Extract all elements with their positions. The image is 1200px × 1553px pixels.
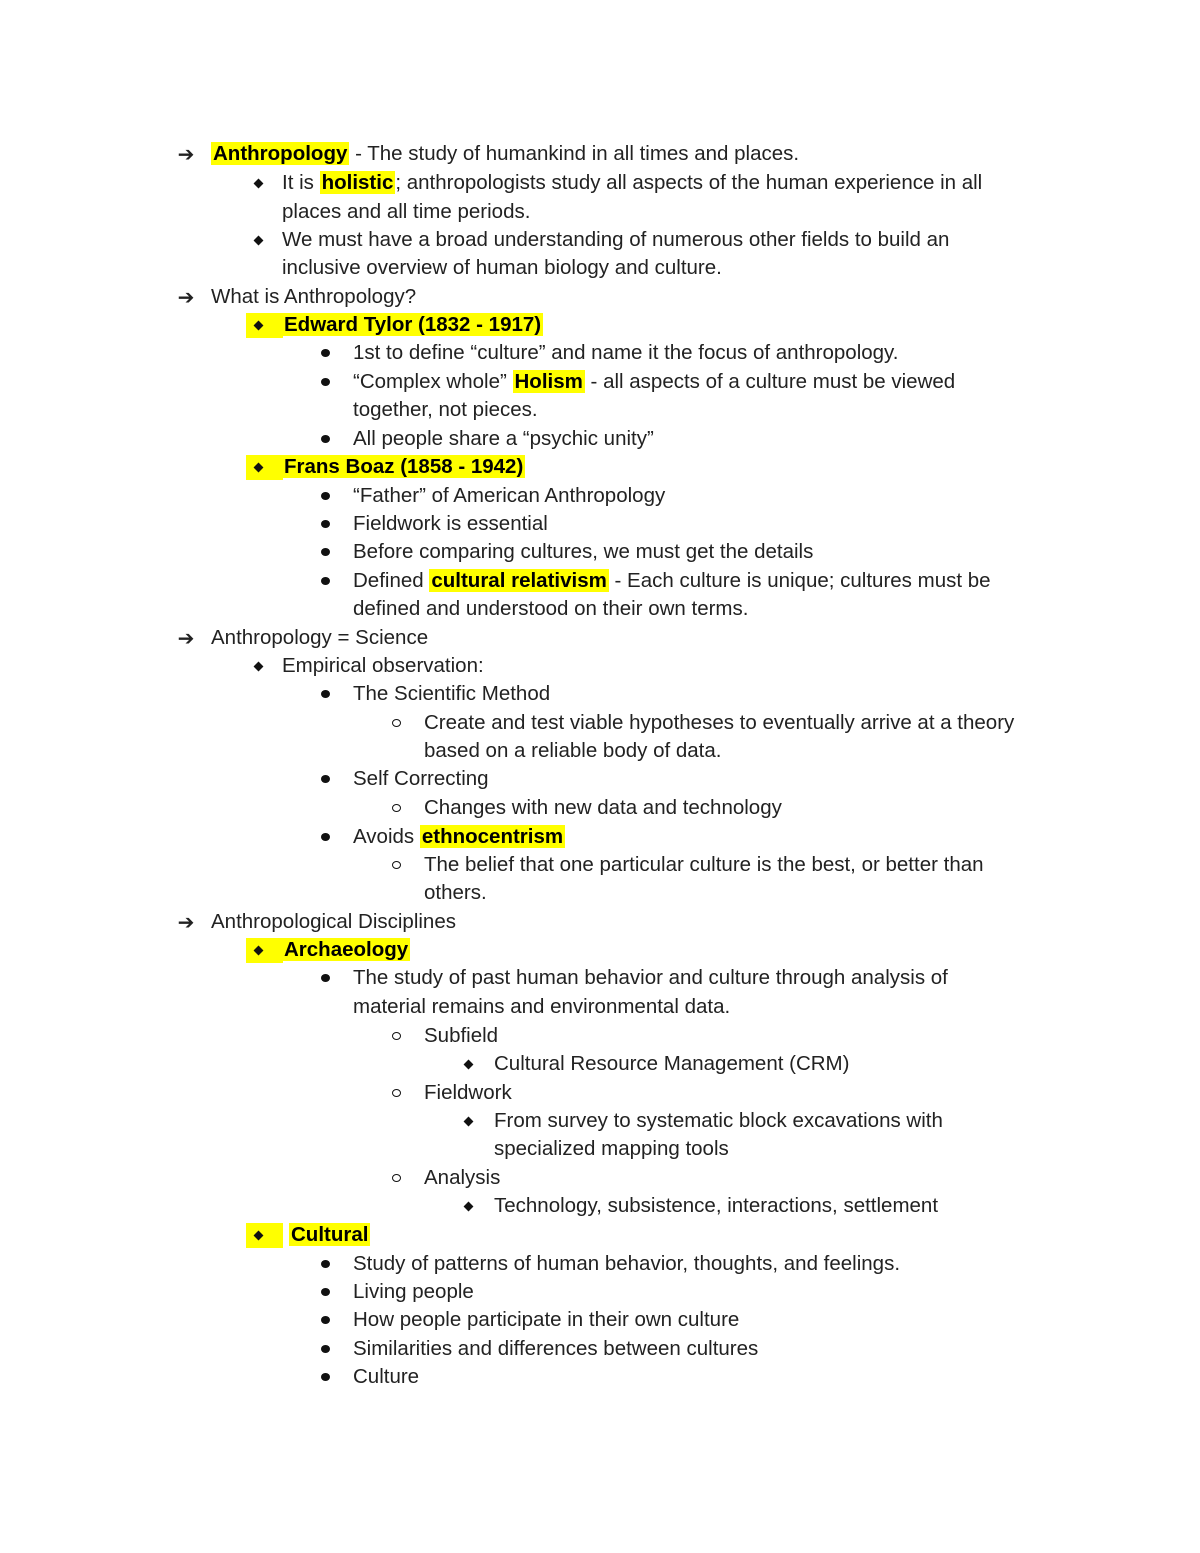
disc-bullet-icon [318,964,332,992]
highlighted-term: Edward Tylor (1832 - 1917) [284,313,542,336]
line-body: The belief that one particular culture is the best, or better than [424,853,984,876]
highlighted-term: Anthropology [213,142,348,165]
line-text [353,510,548,538]
outline-line [0,993,1200,1021]
line-text [353,595,748,623]
circle-bullet-icon [389,1079,403,1107]
line-body: places and all time periods. [282,200,531,223]
line-text [424,737,721,765]
line-text [282,652,484,680]
line-text [353,1363,419,1391]
line-body: Living people [353,1280,474,1303]
line-body: From survey to systematic block excavations with [494,1109,943,1132]
line-text [353,538,813,566]
arrow-icon: ➔ [177,142,195,166]
outline-line [0,908,1200,936]
circle-bullet-icon [389,1022,403,1050]
line-text [424,1164,500,1192]
line-text [424,1022,498,1050]
outline-line [0,311,1200,339]
line-body: - all aspects of a culture must be viewed [584,370,956,393]
highlighted-term: ethnocentrism [421,825,564,848]
outline-line [0,1079,1200,1107]
line-body: Self Correcting [353,767,489,790]
diamond-bullet-icon [251,652,265,680]
line-prefix: “Complex whole” [353,370,513,393]
outline-line [0,1306,1200,1334]
line-body: What is Anthropology? [211,285,417,308]
line-text [424,879,487,907]
diamond-bullet-icon [251,453,265,481]
disc-bullet-icon [318,538,332,566]
circle-bullet-icon [389,851,403,879]
line-body: - The study of humankind in all times and places. [349,142,800,165]
disc-bullet-icon [318,567,332,595]
line-body: inclusive overview of human biology and culture. [282,256,722,279]
diamond-bullet-icon [251,1221,265,1249]
line-body: Create and test viable hypotheses to eventually arrive at a theory [424,711,1015,734]
line-body: Culture [353,1365,420,1388]
diamond-bullet-icon [461,1192,475,1220]
line-prefix: Avoids [353,825,420,848]
diamond-bullet-icon [251,169,265,197]
outline-line [0,198,1200,226]
line-body: 1st to define “culture” and name it the focus of anthropology. [353,341,899,364]
outline-line [0,538,1200,566]
disc-bullet-icon [318,339,332,367]
diamond-bullet-icon [461,1050,475,1078]
line-text [289,1221,370,1249]
line-body: Fieldwork is essential [353,512,548,535]
line-text [424,709,1014,737]
line-text [353,482,665,510]
line-body: The study of past human behavior and culture through analysis of [353,966,948,989]
highlighted-term: Holism [514,370,583,393]
line-body: ; anthropologists study all aspects of the human experience in all [395,171,983,194]
outline-line [0,652,1200,680]
line-body: together, not pieces. [353,398,538,421]
line-body: Before comparing cultures, we must get the details [353,540,814,563]
disc-bullet-icon [318,368,332,396]
outline-line [0,624,1200,652]
line-text [353,680,550,708]
outline-line [0,1363,1200,1391]
line-text [353,823,565,851]
line-text [494,1192,938,1220]
line-body: All people share a “psychic unity” [353,427,654,450]
outline-line [0,737,1200,765]
circle-bullet-icon [389,794,403,822]
line-text [353,1335,758,1363]
outline-line [0,368,1200,396]
circle-bullet-icon [389,1164,403,1192]
outline-line [0,851,1200,879]
highlighted-term: Frans Boaz (1858 - 1942) [284,455,524,478]
line-body: Changes with new data and technology [424,796,782,819]
line-text [353,993,730,1021]
line-text [282,453,525,481]
line-text [353,567,991,595]
line-text [211,283,416,311]
line-text [494,1107,943,1135]
line-text [353,368,955,396]
highlighted-term: Archaeology [284,938,409,961]
highlighted-term: cultural relativism [431,569,607,592]
line-body: The Scientific Method [353,682,551,705]
outline-line [0,794,1200,822]
outline-line [0,339,1200,367]
line-body: “Father” of American Anthropology [353,484,666,507]
disc-bullet-icon [318,482,332,510]
line-text [282,198,530,226]
outline-line [0,567,1200,595]
disc-bullet-icon [318,425,332,453]
line-prefix: Defined [353,569,430,592]
line-text [494,1135,729,1163]
outline-line [0,169,1200,197]
disc-bullet-icon [318,1278,332,1306]
highlighted-term: holistic [321,171,394,194]
line-text [353,1278,474,1306]
line-text [353,765,489,793]
outline-line [0,226,1200,254]
line-text [211,908,456,936]
line-body: others. [424,881,487,904]
disc-bullet-icon [318,823,332,851]
line-text [282,311,543,339]
outline-line [0,1050,1200,1078]
diamond-bullet-icon [461,1107,475,1135]
line-text [282,169,982,197]
outline-line [0,1022,1200,1050]
outline-line [0,1107,1200,1135]
line-body: defined and understood on their own terms. [353,597,749,620]
line-text [282,254,722,282]
outline-line [0,1192,1200,1220]
arrow-icon: ➔ [177,626,195,650]
line-prefix: It is [282,171,320,194]
outline-line [0,680,1200,708]
disc-bullet-icon [318,1250,332,1278]
line-body: Fieldwork [424,1081,512,1104]
line-body: Anthropology = Science [211,626,429,649]
outline-line [0,453,1200,481]
outline-line [0,1135,1200,1163]
disc-bullet-icon [318,1335,332,1363]
line-body: Empirical observation: [282,654,484,677]
outline-line [0,510,1200,538]
line-text [353,425,654,453]
diamond-bullet-icon [251,311,265,339]
line-text [353,964,948,992]
outline-line [0,396,1200,424]
disc-bullet-icon [318,1306,332,1334]
line-body: specialized mapping tools [494,1137,729,1160]
outline-line [0,1335,1200,1363]
line-body: - Each culture is unique; cultures must be [608,569,991,592]
arrow-icon: ➔ [177,285,195,309]
line-body: based on a reliable body of data. [424,739,722,762]
outline-line [0,1164,1200,1192]
disc-bullet-icon [318,1363,332,1391]
outline-line [0,254,1200,282]
outline-line [0,140,1200,168]
outline-line [0,879,1200,907]
line-text [424,851,984,879]
outline-line [0,823,1200,851]
line-text [211,624,428,652]
line-body: How people participate in their own culture [353,1308,740,1331]
highlighted-term: Cultural [291,1223,369,1246]
line-text [211,140,799,168]
line-body: Study of patterns of human behavior, thoughts, and feelings. [353,1252,901,1275]
disc-bullet-icon [318,510,332,538]
line-text [353,1306,739,1334]
line-body: We must have a broad understanding of numerous other fields to build an [282,228,950,251]
outline-line [0,964,1200,992]
arrow-icon: ➔ [177,910,195,934]
line-text [424,794,782,822]
outline-line [0,283,1200,311]
line-text [353,1250,900,1278]
disc-bullet-icon [318,765,332,793]
line-body: Analysis [424,1166,501,1189]
line-body: Anthropological Disciplines [211,910,456,933]
line-text [353,396,538,424]
outline-line [0,482,1200,510]
outline-line [0,765,1200,793]
line-body: Similarities and differences between cultures [353,1337,759,1360]
outline-line [0,595,1200,623]
outline-line [0,425,1200,453]
circle-bullet-icon [389,709,403,737]
line-text [424,1079,512,1107]
line-text [353,339,898,367]
outline-line [0,1221,1200,1249]
line-body: material remains and environmental data. [353,995,731,1018]
line-text [282,226,949,254]
disc-bullet-icon [318,680,332,708]
outline-line [0,936,1200,964]
outline-line [0,1278,1200,1306]
outline-line [0,1250,1200,1278]
line-body: Subfield [424,1024,499,1047]
outline-line [0,709,1200,737]
line-text [494,1050,849,1078]
line-body: Cultural Resource Management (CRM) [494,1052,850,1075]
line-body: Technology, subsistence, interactions, settlement [494,1194,939,1217]
diamond-bullet-icon [251,936,265,964]
diamond-bullet-icon [251,226,265,254]
line-text [282,936,410,964]
